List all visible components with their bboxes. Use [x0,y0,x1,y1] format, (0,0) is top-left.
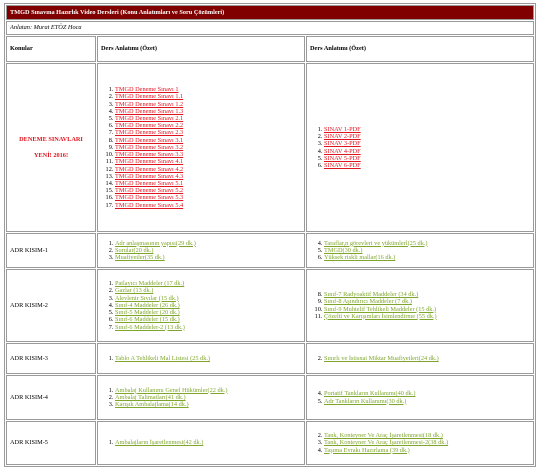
deneme-exam-link[interactable]: TMGD Deneme Sınavı 1.1 [115,93,184,101]
deneme-list-cell [97,63,305,232]
deneme-label: DENEME SINAVLARI [19,136,83,144]
lesson-cell-left [97,233,305,268]
lesson-cell-left [97,421,305,465]
lesson-video-link[interactable]: Çözelti ve Karışımları İsimlendirme (55 dk.) [324,312,437,320]
sinav-pdf-link[interactable]: SINAV 2-PDF [324,133,361,141]
deneme-exam-link[interactable]: TMGD Deneme Sınavı 5.3 [115,194,184,202]
list-item [324,355,530,362]
header-konular: Konular [6,36,96,62]
lesson-video-link[interactable]: Tablo A Tehlikeli Mal Listesi (25 dk.) [115,354,211,362]
list-item [115,254,301,261]
list-item [115,144,301,151]
list-item [115,108,301,115]
list-item [324,240,530,247]
lesson-video-link[interactable]: Sorular(20 dk.) [115,246,154,254]
deneme-pdf-list [310,126,530,169]
list-item [324,291,530,298]
lesson-video-link[interactable]: Gazlar (13 dk.) [115,287,154,295]
list-item [324,398,530,405]
topic-name: ADR KISIM-2 [6,269,96,342]
list-item [115,101,301,108]
list-item [324,126,530,133]
deneme-exam-list [101,86,301,208]
list-item [115,247,301,254]
lesson-video-link[interactable]: Sınıf-9 Muhtelif Tehlikeli Maddeler (15 dk.) [324,305,437,313]
deneme-exam-link[interactable]: TMGD Deneme Sınavı 5.1 [115,179,184,187]
list-item [324,390,530,397]
list-item [324,133,530,140]
lesson-list [310,291,530,320]
lesson-video-link[interactable]: Sınıf-7 Radyoaktif Maddeler (34 dk.) [324,291,419,299]
lesson-video-link[interactable]: Alevlenir Sıvılar (15 dk.) [115,294,179,302]
topic-row [6,343,534,374]
lesson-video-link[interactable]: Ambalajların İşaretlenmesi(42 dk.) [115,439,204,447]
topic-row [6,421,534,465]
deneme-new-label: YENİ! 2016! [33,151,69,159]
lesson-video-link[interactable]: Ambalaj Kullanımı Genel Hükümler(22 dk.) [115,386,228,394]
list-item [115,129,301,136]
lesson-video-link[interactable]: Tank, Konteyner Ve Araç İşaretlenmesi-2(38 dk.) [324,439,449,447]
list-item [115,309,301,316]
lesson-cell-right [306,343,534,374]
list-item [115,302,301,309]
deneme-label-cell [6,63,96,232]
lesson-video-link[interactable]: Sınıf-6 Maddeler-2 (13 dk.) [115,323,185,331]
deneme-exam-link[interactable]: TMGD Deneme Sınavı 2.1 [115,115,184,123]
deneme-exam-link[interactable]: TMGD Deneme Sınavı 1 [115,86,179,94]
deneme-exam-link[interactable]: TMGD Deneme Sınavı 3.1 [115,136,184,144]
lesson-video-link[interactable]: Ambalaj Talimatları(41 dk.) [115,393,186,401]
list-item [324,254,530,261]
topic-row [6,375,534,420]
list-item [115,180,301,187]
list-item [115,287,301,294]
lesson-video-link[interactable]: Yüksek riskli mallar(16 dk.) [324,254,396,262]
lesson-video-link[interactable]: Sınıf-4 Maddeler (26 dk.) [115,301,180,309]
header-ders-1: Ders Anlatımı (Özet) [97,36,305,62]
list-item [324,432,530,439]
list-item [115,158,301,165]
list-item [324,162,530,169]
topic-name: ADR KISIM-4 [6,375,96,420]
lesson-cell-left [97,375,305,420]
list-item [115,280,301,287]
lesson-video-link[interactable]: Tank, Konteyner Ve Araç İşaretlenmesi(18 dk.) [324,432,443,440]
topic-name: ADR KISIM-5 [6,421,96,465]
deneme-exam-link[interactable]: TMGD Deneme Sınavı 4.2 [115,165,184,173]
deneme-exam-link[interactable]: TMGD Deneme Sınavı 4.1 [115,158,184,166]
lesson-cell-right [306,233,534,268]
lesson-video-link[interactable]: Taşıma Evrakı Hazırlama (39 dk.) [324,446,410,454]
lesson-list [310,432,530,454]
lesson-video-link[interactable]: Adr Tankların Kullanımı(30 dk.) [324,397,407,405]
list-item [115,173,301,180]
list-item [324,313,530,320]
lesson-cell-right [306,269,534,342]
deneme-exam-link[interactable]: TMGD Deneme Sınavı 4.3 [115,172,184,180]
lesson-video-link[interactable]: Karışık Ambalajlama(14 dk.) [115,401,189,409]
list-item [115,187,301,194]
lesson-list [310,355,530,362]
list-item [115,86,301,93]
sinav-pdf-link[interactable]: SINAV 3-PDF [324,140,361,148]
deneme-exam-link[interactable]: TMGD Deneme Sınavı 1.2 [115,100,184,108]
list-item [324,155,530,162]
author-line: Anlatan: Murat ETÖZ Hoca [6,21,534,35]
lesson-video-link[interactable]: Portatif Tankların Kullanımı(40 dk.) [324,390,416,398]
list-item [115,202,301,209]
lesson-video-link[interactable]: Sınıf-5 Maddeler (20 dk.) [115,309,180,317]
deneme-pdf-cell [306,63,534,232]
list-item [115,115,301,122]
page-title: TMGD Sınavına Hazırlık Video Dersleri (Konu Anlatımları ve Soru Çözümleri) [6,5,534,20]
lesson-list [310,240,530,262]
lesson-cell-left [97,269,305,342]
sinav-pdf-link[interactable]: SINAV 4-PDF [324,147,361,155]
lesson-video-link[interactable]: Muafiyetler(35 dk.) [115,254,165,262]
list-item [115,93,301,100]
page [4,3,536,467]
lesson-list [101,240,301,262]
topic-row [6,269,534,342]
list-item [115,240,301,247]
lesson-list [101,280,301,330]
deneme-exam-link[interactable]: TMGD Deneme Sınavı 2.2 [115,122,184,130]
list-item [115,122,301,129]
list-item [115,316,301,323]
list-item [115,355,301,362]
lesson-video-link[interactable]: Taraflar,n görevleri ve yükümlerl(25 dk.) [324,239,428,247]
list-item [324,298,530,305]
deneme-exam-link[interactable]: TMGD Deneme Sınavı 3.2 [115,143,184,151]
lesson-video-link[interactable]: Patlayıcı Maddeler (17 dk.) [115,280,185,288]
list-item [115,137,301,144]
list-item [115,387,301,394]
list-item [115,194,301,201]
list-item [115,295,301,302]
deneme-exam-link[interactable]: TMGD Deneme Sınavı 5.4 [115,201,184,209]
list-item [115,439,301,446]
lesson-video-link[interactable]: Sınıf-8 Aşındırıcı Maddeler (7 dk.) [324,298,412,306]
sinav-pdf-link[interactable]: SINAV 6-PDF [324,161,361,169]
deneme-exam-link[interactable]: TMGD Deneme Sınavı 1.3 [115,107,184,115]
lesson-list [101,439,301,446]
list-item [324,148,530,155]
lesson-video-link[interactable]: Adr anlaşmasının yapısı(29 dk.) [115,239,196,247]
header-row [6,36,534,62]
deneme-exam-link[interactable]: TMGD Deneme Sınavı 5.2 [115,187,184,195]
list-item [324,306,530,313]
header-ders-2: Ders Anlatımı (Özet) [306,36,534,62]
lesson-video-link[interactable]: Sınıf-6 Maddeler (15 dk.) [115,316,180,324]
deneme-exam-link[interactable]: TMGD Deneme Sınavı 2.3 [115,129,184,137]
topic-name: ADR KISIM-1 [6,233,96,268]
sinav-pdf-link[interactable]: SINAV 1-PDF [324,125,361,133]
sinav-pdf-link[interactable]: SINAV 5-PDF [324,154,361,162]
lesson-cell-left [97,343,305,374]
lesson-video-link[interactable]: TMGD(30 dk.) [324,246,363,254]
list-item [115,394,301,401]
list-item [115,324,301,331]
list-item [324,247,530,254]
lesson-list [101,355,301,362]
list-item [115,151,301,158]
topic-name: ADR KISIM-3 [6,343,96,374]
lesson-cell-right [306,421,534,465]
list-item [115,166,301,173]
topic-row [6,233,534,268]
lesson-cell-right [306,375,534,420]
course-table [4,3,536,467]
lesson-list [101,387,301,409]
deneme-exam-link[interactable]: TMGD Deneme Sınavı 3.3 [115,151,184,159]
deneme-row [6,63,534,232]
lesson-list [310,390,530,404]
list-item [324,439,530,446]
list-item [324,447,530,454]
lesson-video-link[interactable]: Sınırlı ve İstisnai Miktar Muafiyetleri(24 dk.) [324,354,439,362]
list-item [324,140,530,147]
